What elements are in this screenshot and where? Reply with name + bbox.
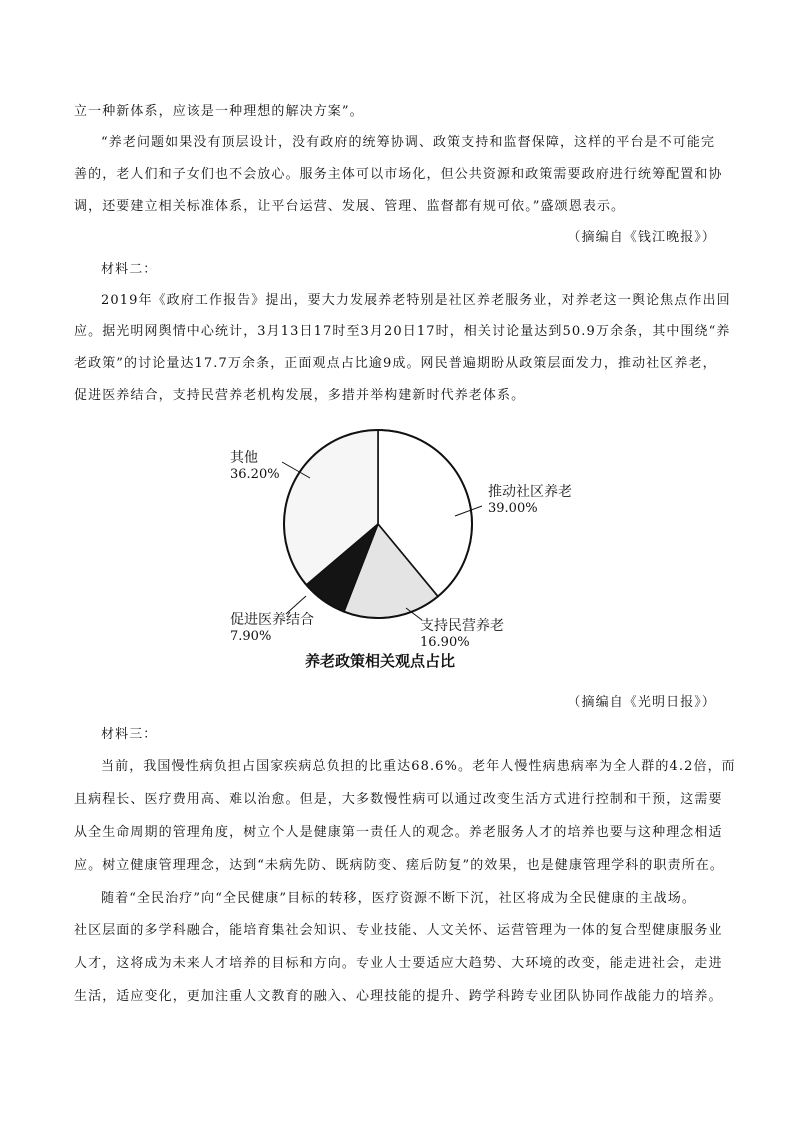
source-citation: （摘编自《光明日报》） xyxy=(567,695,716,710)
text-line: 社区层面的多学科融合，能培育集社会知识、专业技能、人文关怀、运营管理为一体的复合型健康服务业 xyxy=(74,923,723,938)
text-line: 随着“全民治疗”向“全民健康”目标的转移，医疗资源不断下沉，社区将成为全民健康的主战场。 xyxy=(101,891,696,906)
slice-value-label: 16.90% xyxy=(420,635,470,650)
text-line: 应。据光明网舆情中心统计，3月13日17时至3月20日17时，相关讨论量达到50.9万余条，其中围绕“养 xyxy=(74,324,731,339)
text-line: 调，还要建立相关标准体系，让平台运营、发展、管理、监督都有规可依。”盛颂恩表示。 xyxy=(74,199,626,214)
text-line: 促进医养结合，支持民营养老机构发展，多措并举构建新时代养老体系。 xyxy=(74,388,526,403)
text-line: 且病程长、医疗费用高、难以治愈。但是，大多数慢性病可以通过改变生活方式进行控制和干预，这需要 xyxy=(74,792,723,807)
text-line: 人才，这将成为未来人才培养的目标和方向。专业人士要适应大趋势、大环境的改变，能走进社会，走进 xyxy=(74,956,723,971)
chart-title: 养老政策相关观点占比 xyxy=(304,652,456,670)
text-line: 当前，我国慢性病负担占国家疾病总负担的比重达68.6%。老年人慢性病患病率为全人群的4.2倍，而 xyxy=(101,759,736,774)
slice-value-label: 39.00% xyxy=(488,501,538,516)
section-heading: 材料三： xyxy=(101,727,158,742)
text-line: 2019年《政府工作报告》提出，要大力发展养老特别是社区养老服务业，对养老这一舆论焦点作出回 xyxy=(101,293,731,308)
source-citation: （摘编自《钱江晚报》） xyxy=(567,230,716,245)
slice-value-label: 36.20% xyxy=(230,467,280,482)
text-line: “养老问题如果没有顶层设计，没有政府的统筹协调、政策支持和监督保障，这样的平台是不可能完 xyxy=(101,135,716,150)
slice-label: 支持民营养老 xyxy=(420,618,504,634)
text-line: 立一种新体系，应该是一种理想的解决方案”。 xyxy=(74,104,364,119)
section-heading: 材料二： xyxy=(101,262,158,277)
slice-label: 促进医养结合 xyxy=(230,612,314,628)
text-line: 善的，老人们和子女们也不会放心。服务主体可以市场化，但公共资源和政策需要政府进行统筹配置和协 xyxy=(74,167,723,182)
slice-label: 推动社区养老 xyxy=(488,484,572,500)
slice-value-label: 7.90% xyxy=(230,629,272,644)
slice-label: 其他 xyxy=(230,450,258,466)
text-line: 从全生命周期的管理角度，树立个人是健康第一责任人的观念。养老服务人才的培养也要与这种理念相适 xyxy=(74,825,723,840)
text-line: 生活，适应变化，更加注重人文教育的融入、心理技能的提升、跨学科跨专业团队协同作战能力的培养。 xyxy=(74,989,723,1004)
pie-chart xyxy=(210,418,590,680)
pie-chart-svg xyxy=(210,418,590,680)
text-line: 老政策”的讨论量达17.7万余条，正面观点占比逾9成。网民普遍期盼从政策层面发力，推动社区养老， xyxy=(74,356,717,371)
text-line: 应。树立健康管理理念，达到“未病先防、既病防变、瘥后防复”的效果，也是健康管理学科的职责所在。 xyxy=(74,858,724,873)
